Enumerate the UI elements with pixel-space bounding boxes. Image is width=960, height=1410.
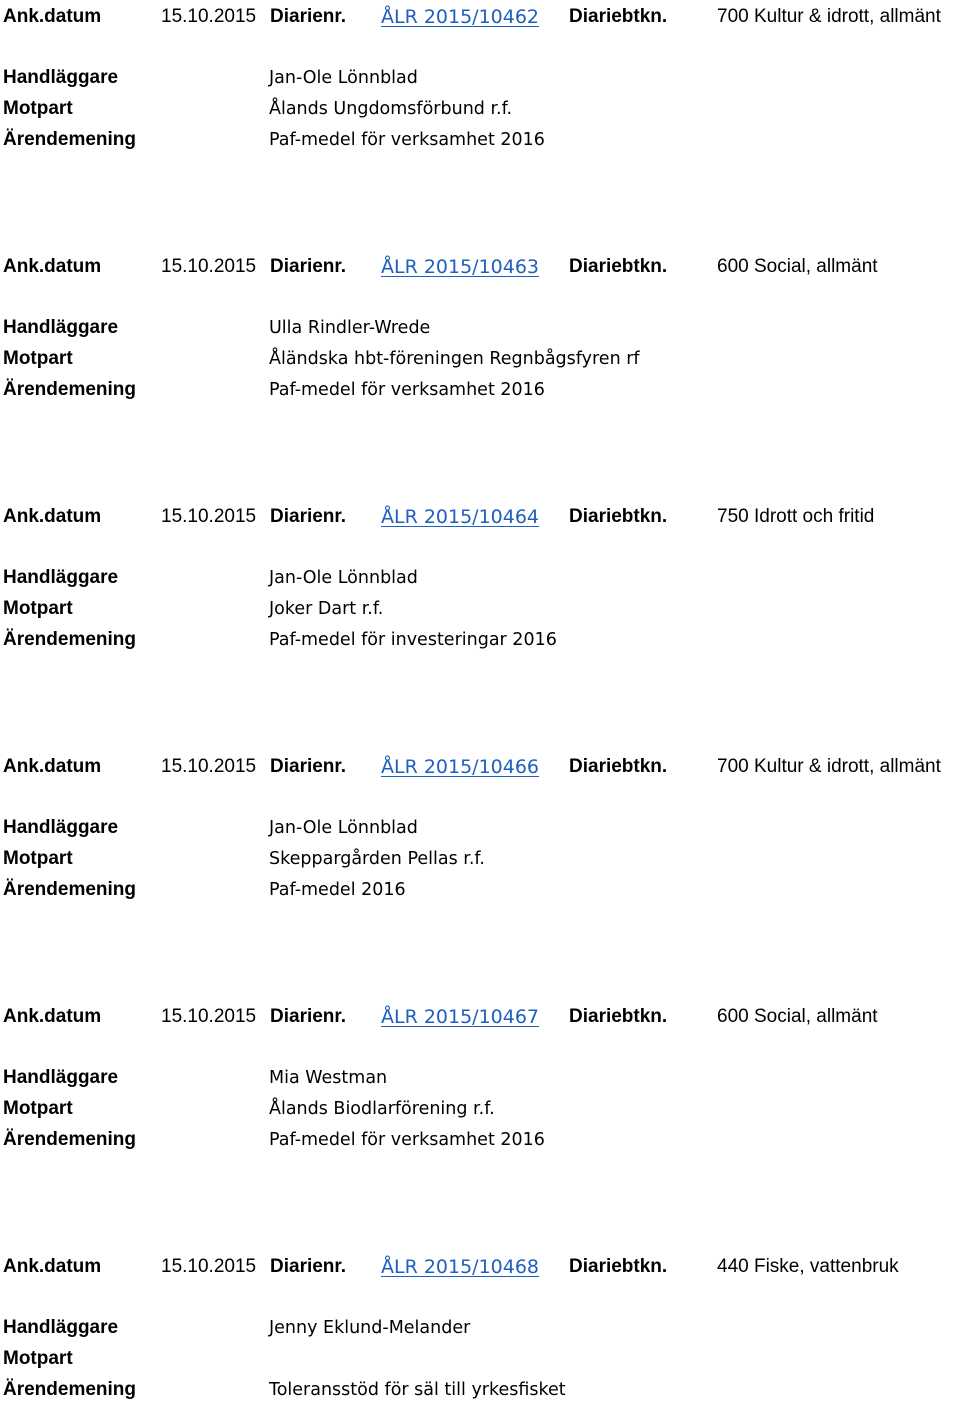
motpart-value: Ålands Ungdomsförbund r.f. bbox=[269, 99, 513, 119]
handlaggare-value: Jan-Ole Lönnblad bbox=[269, 818, 418, 838]
arendemening-value: Paf-medel för verksamhet 2016 bbox=[269, 130, 545, 150]
register-entry bbox=[0, 500, 960, 660]
ank-datum-value: 15.10.2015 bbox=[161, 1006, 257, 1027]
handlaggare-label: Handläggare bbox=[3, 817, 119, 838]
register-entry bbox=[0, 750, 960, 910]
ank-datum-label: Ank.datum bbox=[3, 1256, 102, 1277]
diarienr-label: Diarienr. bbox=[270, 6, 347, 27]
ank-datum-label: Ank.datum bbox=[3, 1006, 102, 1027]
diarienr-link[interactable]: ÅLR 2015/10468 bbox=[381, 1256, 540, 1278]
diariebtkn-label: Diariebtkn. bbox=[569, 506, 668, 527]
diariebtkn-label: Diariebtkn. bbox=[569, 256, 668, 277]
arendemening-label: Ärendemening bbox=[3, 129, 137, 150]
arendemening-value: Paf-medel för verksamhet 2016 bbox=[269, 1130, 545, 1150]
arendemening-value: Paf-medel för investeringar 2016 bbox=[269, 630, 557, 650]
diariebtkn-value: 700 Kultur & idrott, allmänt bbox=[717, 6, 941, 27]
motpart-label: Motpart bbox=[3, 98, 73, 119]
handlaggare-label: Handläggare bbox=[3, 67, 119, 88]
diariebtkn-label: Diariebtkn. bbox=[569, 1256, 668, 1277]
motpart-label: Motpart bbox=[3, 598, 73, 619]
diariebtkn-value: 440 Fiske, vattenbruk bbox=[717, 1256, 899, 1277]
diariebtkn-value: 700 Kultur & idrott, allmänt bbox=[717, 756, 941, 777]
motpart-label: Motpart bbox=[3, 848, 73, 869]
ank-datum-label: Ank.datum bbox=[3, 256, 102, 277]
ank-datum-value: 15.10.2015 bbox=[161, 1256, 257, 1277]
ank-datum-value: 15.10.2015 bbox=[161, 6, 257, 27]
diariebtkn-value: 750 Idrott och fritid bbox=[717, 506, 875, 527]
handlaggare-value: Mia Westman bbox=[269, 1068, 388, 1088]
diariebtkn-label: Diariebtkn. bbox=[569, 1006, 668, 1027]
motpart-label: Motpart bbox=[3, 348, 73, 369]
motpart-value: Ålands Biodlarförening r.f. bbox=[269, 1099, 495, 1119]
arendemening-value: Paf-medel 2016 bbox=[269, 880, 406, 900]
motpart-label: Motpart bbox=[3, 1098, 73, 1119]
diarienr-link[interactable]: ÅLR 2015/10466 bbox=[381, 756, 540, 778]
handlaggare-value: Ulla Rindler-Wrede bbox=[269, 318, 431, 338]
diarienr-label: Diarienr. bbox=[270, 1006, 347, 1027]
diarienr-label: Diarienr. bbox=[270, 256, 347, 277]
handlaggare-label: Handläggare bbox=[3, 1317, 119, 1338]
arendemening-label: Ärendemening bbox=[3, 379, 137, 400]
diariebtkn-label: Diariebtkn. bbox=[569, 6, 668, 27]
diariebtkn-value: 600 Social, allmänt bbox=[717, 256, 878, 277]
diarienr-link[interactable]: ÅLR 2015/10467 bbox=[381, 1006, 540, 1028]
motpart-value: Joker Dart r.f. bbox=[269, 599, 384, 619]
handlaggare-value: Jenny Eklund-Melander bbox=[269, 1318, 471, 1338]
diarienr-link[interactable]: ÅLR 2015/10462 bbox=[381, 6, 540, 28]
diariebtkn-value: 600 Social, allmänt bbox=[717, 1006, 878, 1027]
diarienr-label: Diarienr. bbox=[270, 756, 347, 777]
diarienr-label: Diarienr. bbox=[270, 506, 347, 527]
diarienr-link[interactable]: ÅLR 2015/10463 bbox=[381, 256, 540, 278]
arendemening-label: Ärendemening bbox=[3, 879, 137, 900]
motpart-label: Motpart bbox=[3, 1348, 73, 1369]
diarienr-label: Diarienr. bbox=[270, 1256, 347, 1277]
handlaggare-value: Jan-Ole Lönnblad bbox=[269, 568, 418, 588]
arendemening-label: Ärendemening bbox=[3, 1129, 137, 1150]
diariebtkn-label: Diariebtkn. bbox=[569, 756, 668, 777]
arendemening-value: Toleransstöd för säl till yrkesfisket bbox=[269, 1380, 566, 1400]
motpart-value: Skeppargården Pellas r.f. bbox=[269, 849, 485, 869]
register-entry bbox=[0, 1000, 960, 1160]
arendemening-label: Ärendemening bbox=[3, 1379, 137, 1400]
ank-datum-label: Ank.datum bbox=[3, 6, 102, 27]
handlaggare-label: Handläggare bbox=[3, 1067, 119, 1088]
ank-datum-value: 15.10.2015 bbox=[161, 256, 257, 277]
handlaggare-label: Handläggare bbox=[3, 567, 119, 588]
register-entry bbox=[0, 0, 960, 160]
arendemening-value: Paf-medel för verksamhet 2016 bbox=[269, 380, 545, 400]
ank-datum-label: Ank.datum bbox=[3, 506, 102, 527]
ank-datum-value: 15.10.2015 bbox=[161, 506, 257, 527]
handlaggare-value: Jan-Ole Lönnblad bbox=[269, 68, 418, 88]
diarienr-link[interactable]: ÅLR 2015/10464 bbox=[381, 506, 540, 528]
ank-datum-label: Ank.datum bbox=[3, 756, 102, 777]
arendemening-label: Ärendemening bbox=[3, 629, 137, 650]
register-entry bbox=[0, 250, 960, 410]
ank-datum-value: 15.10.2015 bbox=[161, 756, 257, 777]
register-entry bbox=[0, 1250, 960, 1410]
handlaggare-label: Handläggare bbox=[3, 317, 119, 338]
motpart-value: Åländska hbt-föreningen Regnbågsfyren rf bbox=[269, 349, 640, 369]
